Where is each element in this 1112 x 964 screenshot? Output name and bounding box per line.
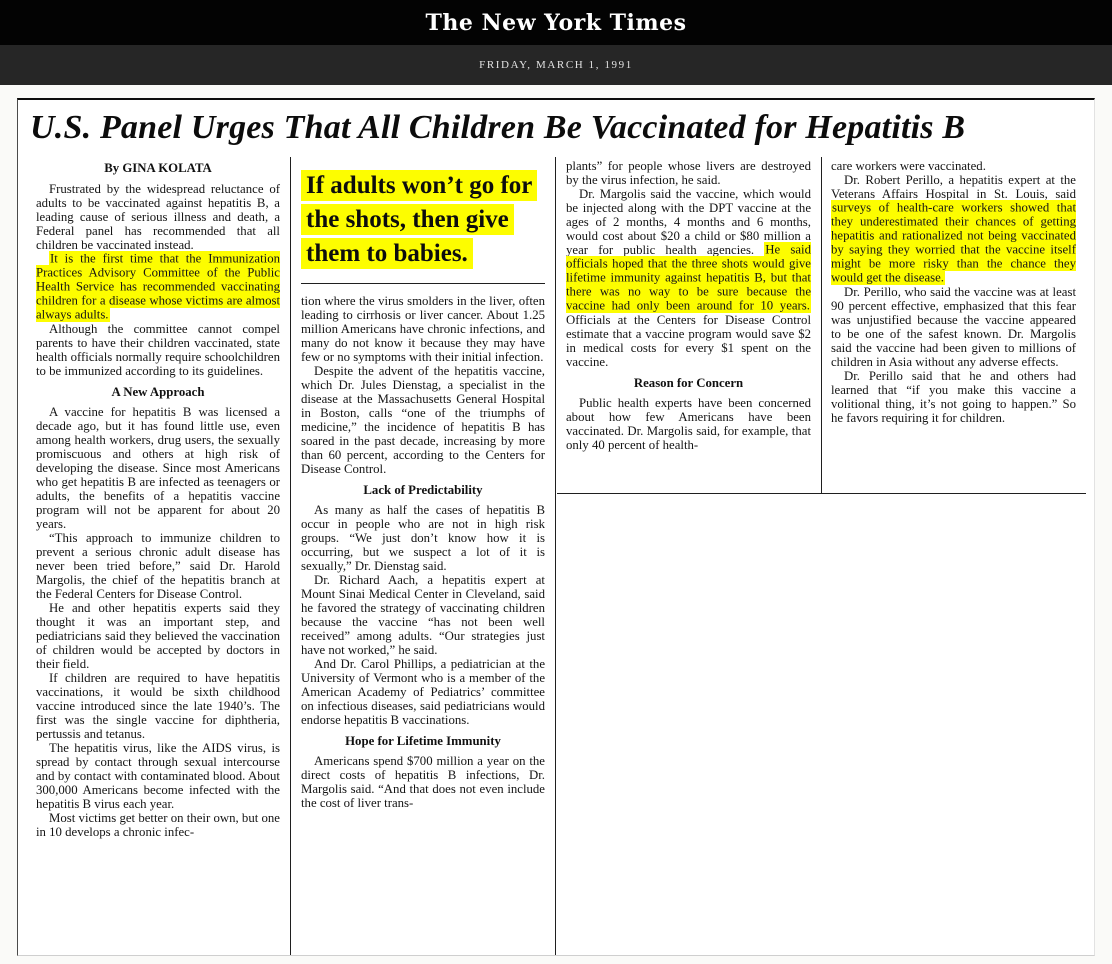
paragraph: plants” for people whose livers are destroyed by the virus infection, he said. [566,158,811,187]
site-header [0,0,1112,85]
headline: U.S. Panel Urges That All Children Be Vaccinated for Hepatitis B [30,109,966,146]
column-3 [556,157,821,955]
highlighted-text: He said officials hoped that the three shots would give lifetime immunity against hepatitis B, but that there was no way to be sure because the vaccine had only been around for 10 years. [566,242,811,313]
paragraph: Public health experts have been concerned about how few Americans have been vaccinated. Dr. Margolis said, for example, that only 40 percent of health- [566,395,811,452]
nyt-logo[interactable]: The New York Times [425,9,687,36]
masthead-bar [0,0,1112,45]
article-columns [26,157,1086,955]
paragraph: Americans spend $700 million a year on the direct costs of hepatitis B infections, Dr. Margolis said. “And that does not even include the cost of liver trans- [301,753,545,810]
byline: By GINA KOLATA [104,160,212,175]
pull-quote [301,169,539,271]
paragraph: care workers were vaccinated. [831,158,986,173]
column-divider [821,157,822,493]
section-subhead: Lack of Predictability [363,482,483,497]
column-1 [26,157,291,955]
column-2 [291,157,556,955]
pull-quote-highlight: If adults won’t go for the shots, then give them to babies. [301,170,537,269]
paragraph: A vaccine for hepatitis B was licensed a decade ago, but it has found little use, even among health workers, drug users, the sexually promiscuous and others at high risk of developing the disease. Since most Americans who get hepatitis B are infected as teenagers or adults, the benefits of a hepatitis vaccine program will not be apparent for about 20 years. [36,404,280,531]
paragraph: Dr. Richard Aach, a hepatitis expert at Mount Sinai Medical Center in Cleveland, said he favored the strategy of vaccinating children because the vaccine “has not been well received” among adults. “Our strategies just have not worked,” he said. [301,572,545,657]
paragraph: Frustrated by the widespread reluctance of adults to be vaccinated against hepatitis B, a leading cause of serious illness and death, a Federal panel has recommended that all children be vaccinated instead. [36,181,280,252]
issue-date: FRIDAY, MARCH 1, 1991 [479,59,633,71]
section-subhead: Reason for Concern [633,375,744,390]
paragraph: Despite the advent of the hepatitis vaccine, which Dr. Jules Dienstag, a specialist in the disease at the Massachusetts General Hospital in Boston, calls “one of the triumphs of medicine,” the incidence of hepatitis B has soared in the past decade, increasing by more than 60 percent, according to the Centers for Disease Control. [301,363,545,476]
highlighted-text: It is the first time that the Immunization Practices Advisory Committee of the Public Health Service has recommended vaccinating children for a disease whose victims are almost always adults. [36,251,280,322]
paragraph-text: Dr. Margolis said the vaccine, which would be injected along with the DPT vaccine at the ages of 2 months, 4 months and 6 months, would cost about $20 a child or $80 million a year for public health agencies. [566,186,811,257]
date-bar [0,45,1112,85]
paragraph: And Dr. Carol Phillips, a pediatrician at the University of Vermont who is a member of the American Academy of Pediatrics’ committee on infectious diseases, said pediatricians would endorse hepatitis B vaccinations. [301,656,545,727]
article-end-divider [557,493,1086,494]
column-4 [821,157,1086,955]
paragraph [566,187,811,369]
paragraph [36,252,280,322]
paragraph [831,173,1076,285]
paragraph: Dr. Perillo, who said the vaccine was at least 90 percent effective, emphasized that this fear was unjustified because the vaccine appeared to be one of the safest known. Dr. Margolis said the vaccine had been given to millions of children in Asia without any adverse effects. [831,284,1076,369]
section-subhead: Hope for Lifetime Immunity [345,733,501,748]
paragraph-text: Dr. Robert Perillo, a hepatitis expert at the Veterans Affairs Hospital in St. Louis, said [831,172,1076,201]
paragraph: He and other hepatitis experts said they thought it was an important step, and pediatricians said they believed the vaccination of children would be accepted by doctors in their field. [36,600,280,671]
newspaper-page [17,98,1095,956]
paragraph: Although the committee cannot compel parents to have their children vaccinated, state health officials normally require schoolchildren to be immunized according to its guidelines. [36,321,280,378]
section-subhead: A New Approach [111,384,205,399]
highlighted-text: surveys of health-care workers showed that they underestimated their chances of getting hepatitis and rationalized not being vaccinated by saying they worried that the vaccine itself might be more risky than the chance they would get the disease. [831,200,1076,285]
paragraph-text: Officials at the Centers for Disease Control estimate that a vaccine program would save $2 in medical costs for every $1 spent on the vaccine. [566,312,811,369]
paragraph: Dr. Perillo said that he and others had learned that “if you make this vaccine a volitional thing, it’s not going to happen.” So he favors requiring it for children. [831,368,1076,425]
paragraph: tion where the virus smolders in the liver, often leading to cirrhosis or liver cancer. About 1.25 million Americans have chronic infections, and many do not know it because they may have few or no symptoms with their initial infection. [301,293,545,364]
paragraph: If children are required to have hepatitis vaccinations, it would be sixth childhood vaccine introduced since the late 1940’s. The first was the single vaccine for diphtheria, pertussis and tetanus. [36,670,280,741]
pull-quote-divider [301,283,545,284]
paragraph: “This approach to immunize children to prevent a serious chronic adult disease has never been tried before,” said Dr. Harold Margolis, the chief of the hepatitis branch at the Federal Centers for Disease Control. [36,530,280,601]
paragraph: As many as half the cases of hepatitis B occur in people who are not in high risk groups. “We just don’t know how it is occurring, but we suspect a lot of it is sexually,” Dr. Dienstag said. [301,502,545,573]
paragraph: The hepatitis virus, like the AIDS virus, is spread by contact through sexual intercourse and by contact with contaminated blood. About 300,000 Americans become infected with the hepatitis B virus each year. [36,740,280,811]
paragraph: Most victims get better on their own, but one in 10 develops a chronic infec- [36,810,280,839]
